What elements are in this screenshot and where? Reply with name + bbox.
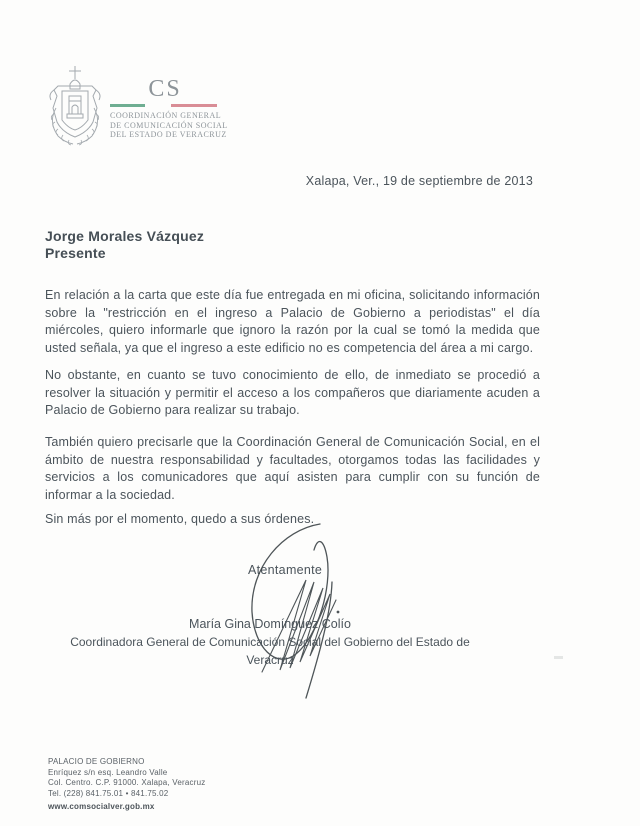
handwritten-signature <box>228 512 368 702</box>
footer-building: PALACIO DE GOBIERNO <box>48 757 145 766</box>
closing-sentence: Sin más por el momento, quedo a sus órdenes. <box>45 512 315 526</box>
recipient-name: Jorge Morales Vázquez <box>45 228 205 244</box>
paragraph-1: En relación a la carta que este día fue entregada en mi oficina, solicitando información sobre la "restricción en el ingreso a Palacio de Gobierno a periodistas" el día miércoles, quiero informarle que ignoro la razón por la cual se tomó la medida que usted señala, ya que el ingreso a este edificio no es competencia del área a mi cargo. <box>45 288 540 355</box>
paragraph-2: No obstante, en cuanto se tuvo conocimiento de ello, de inmediato se procedió a resolver la situación y permitir el acceso a los compañeros que diariamente acuden a Palacio de Gobierno para realizar su trabajo. <box>45 368 540 418</box>
signer-title: Coordinadora General de Comunicación Social del Gobierno del Estado de Veracruz <box>70 635 470 667</box>
date-line: Xalapa, Ver., 19 de septiembre de 2013 <box>305 174 533 188</box>
org-initials: CS <box>148 76 182 102</box>
valediction: Atentamente <box>248 563 323 577</box>
footer-address-2: Col. Centro. C.P. 91000. Xalapa, Veracruz <box>48 778 206 787</box>
org-name-line-1: COORDINACIÓN GENERAL <box>110 111 222 120</box>
org-name <box>110 111 228 140</box>
org-name-line-3: DEL ESTADO DE VERACRUZ <box>110 130 227 139</box>
org-name-line-2: DE COMUNICACIÓN SOCIAL <box>110 120 228 130</box>
signer-name: María Gina Domínguez Colío <box>189 617 351 631</box>
flag-divider <box>110 104 220 107</box>
recipient-salutation: Presente <box>45 244 106 261</box>
flag-red-bar <box>171 104 217 107</box>
veracruz-coat-of-arms-icon <box>44 64 106 150</box>
footer-address-1: Enríquez s/n esq. Leandro Valle <box>48 767 168 777</box>
signature-block <box>45 615 495 669</box>
scan-artifact <box>554 656 563 659</box>
footer-website: www.comsocialver.gob.mx <box>48 802 155 811</box>
footer-phone: Tel. (228) 841.75.01 • 841.75.02 <box>48 788 169 798</box>
recipient-block <box>45 228 204 261</box>
paragraph-3: También quiero precisarle que la Coordinación General de Comunicación Social, en el ámbito de nuestra responsabilidad y facultades, otorgamos todas las facilidades y servicios a los comunicadores que aquí asisten para cumplir con su función de informar a la sociedad. <box>45 435 540 502</box>
footer-address-block <box>48 757 205 813</box>
flag-green-bar <box>110 104 145 107</box>
letterhead <box>110 76 228 140</box>
